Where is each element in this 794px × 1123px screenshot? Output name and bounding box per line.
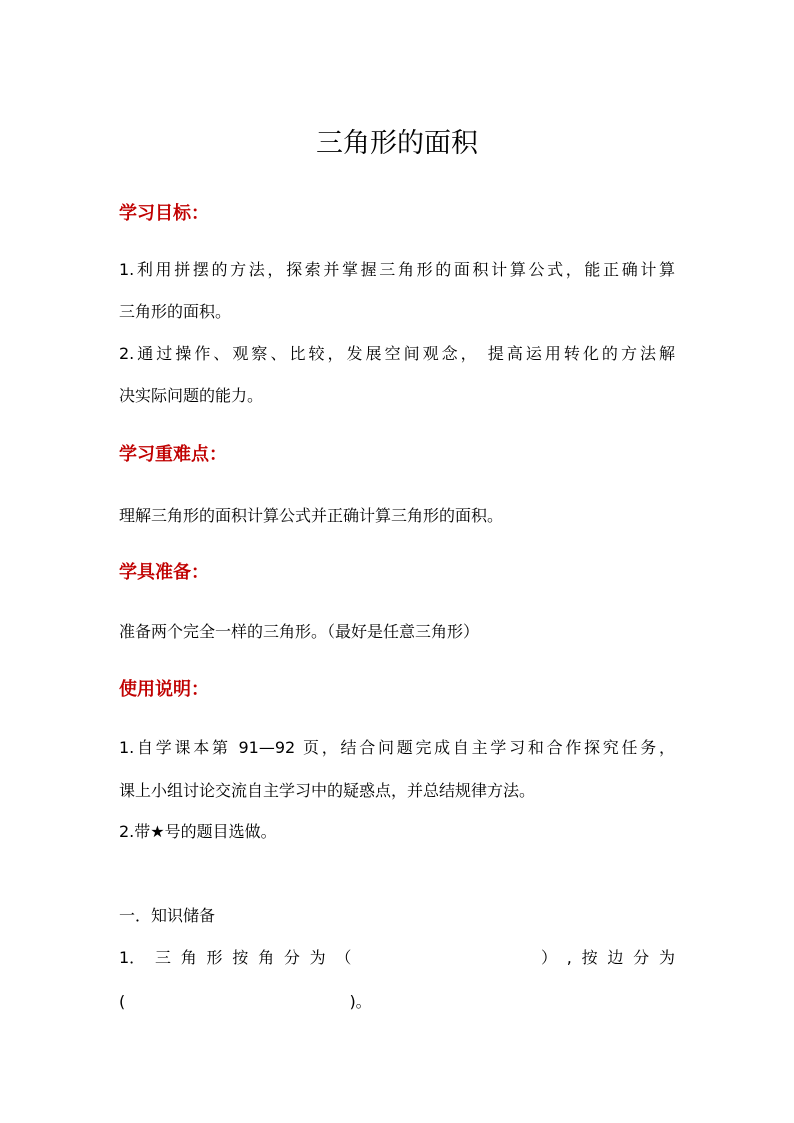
- q1-number: 1．: [119, 948, 146, 967]
- objective-line-3: 2.通过操作、观察、比较，发展空间观念， 提高运用转化的方法解: [119, 344, 675, 363]
- q1-blank-open: （: [335, 948, 352, 967]
- q1-char: 分: [283, 948, 300, 967]
- q1-char: 三: [154, 948, 171, 967]
- q1-char: 按: [581, 948, 598, 967]
- q1-char: 边: [607, 948, 624, 967]
- q1-blank2-open: (: [119, 992, 126, 1011]
- objective-line-2: 三角形的面积。: [119, 302, 232, 321]
- q1-char: 按: [232, 948, 249, 967]
- q1-char: 形: [206, 948, 223, 967]
- q1-blank2-close: )。: [349, 992, 372, 1011]
- page-title: 三角形的面积: [316, 128, 478, 159]
- q1-char: 角: [180, 948, 197, 967]
- heading-objectives: 学习目标：: [119, 203, 209, 224]
- q1-char: 为: [309, 948, 326, 967]
- q1-answer-blank-1[interactable]: [361, 946, 531, 970]
- exercise-question-1: [119, 946, 675, 970]
- heading-materials: 学具准备：: [119, 562, 209, 583]
- instruction-line-3: 2.带★号的题目选做。: [119, 822, 277, 841]
- heading-instructions: 使用说明：: [119, 679, 209, 700]
- instruction-line-1: 1.自学课本第 91—92 页，结合问题完成自主学习和合作探究任务，: [119, 738, 675, 757]
- q1-char: 角: [258, 948, 275, 967]
- key-point-line-1: 理解三角形的面积计算公式并正确计算三角形的面积。: [119, 506, 504, 525]
- objective-line-1: 1.利用拼摆的方法，探索并掌握三角形的面积计算公式，能正确计算: [119, 260, 675, 279]
- q1-blank-close: ）: [540, 948, 557, 967]
- exercise-question-1-line-2: [119, 990, 675, 1014]
- heading-key-points: 学习重难点：: [119, 444, 227, 465]
- objective-line-4: 决实际问题的能力。: [119, 386, 264, 405]
- q1-char: 为: [658, 948, 675, 967]
- q1-char: 分: [633, 948, 650, 967]
- exercise-section-title: 一．知识储备: [119, 906, 216, 925]
- instruction-line-2: 课上小组讨论交流自主学习中的疑惑点，并总结规律方法。: [119, 781, 536, 800]
- materials-line-1: 准备两个完全一样的三角形。（最好是任意三角形）: [119, 622, 480, 641]
- q1-char: ,: [566, 948, 572, 967]
